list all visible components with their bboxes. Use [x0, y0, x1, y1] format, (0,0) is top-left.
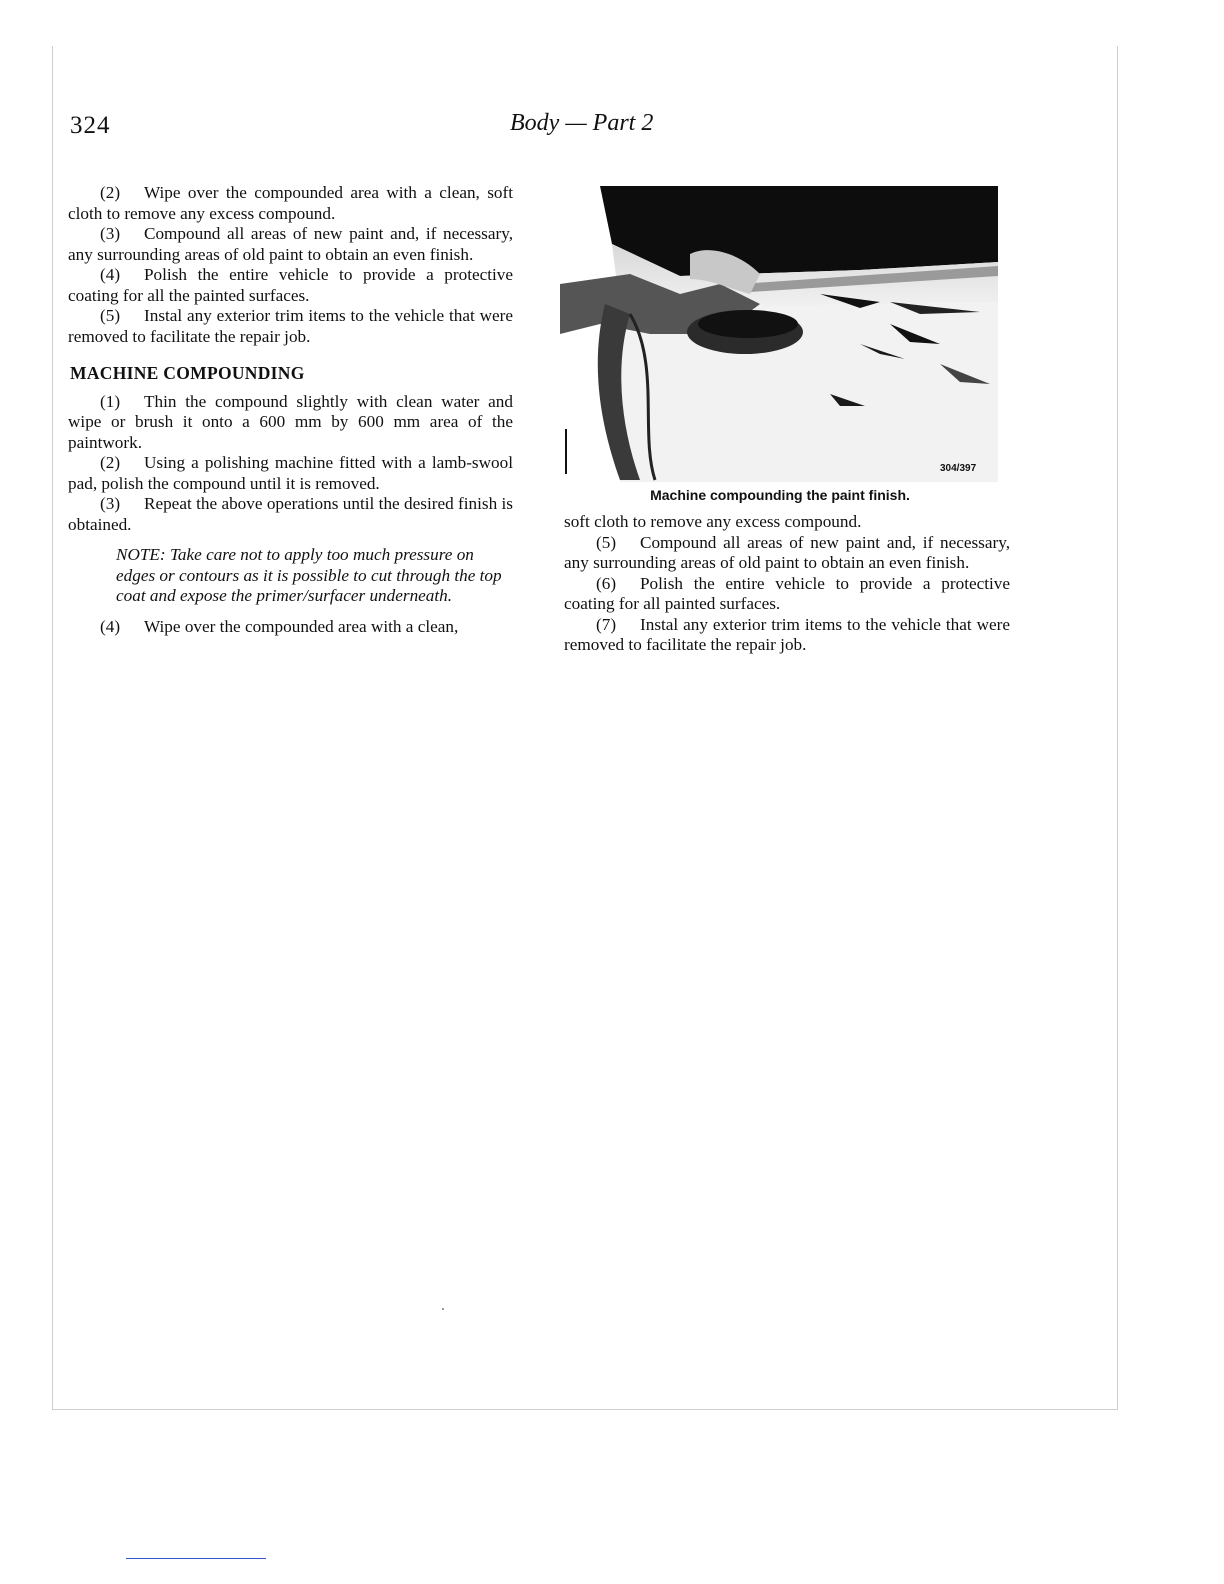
item-text: Using a polishing machine fitted with a lamb-swool pad, polish the compound until it is removed. [68, 453, 513, 493]
figure-id: 304/397 [940, 463, 977, 474]
item-text: Polish the entire vehicle to provide a protective coating for all the painted surfaces. [68, 265, 513, 305]
paragraph [68, 392, 513, 454]
paragraph [68, 183, 513, 224]
item-number: (3) [100, 494, 121, 513]
item-text: Wipe over the compounded area with a clean, soft cloth to remove any excess compound. [68, 183, 513, 223]
item-number: (6) [596, 573, 617, 593]
item-text: Wipe over the compounded area with a clean, [144, 616, 459, 636]
paragraph-continuation: soft cloth to remove any excess compound. [564, 512, 862, 531]
note: NOTE: Take care not to apply too much pressure on edges or contours as it is possible to cut through the top coat and expose the primer/surfacer underneath. [116, 545, 502, 605]
section-heading: MACHINE COMPOUNDING [70, 363, 305, 383]
paragraph [68, 494, 513, 535]
item-text: Compound all areas of new paint and, if necessary, any surrounding areas of old paint to obtain an even finish. [564, 532, 1010, 572]
paragraph [68, 265, 513, 306]
item-number: (4) [100, 616, 121, 636]
item-text: Repeat the above operations until the desired finish is obtained. [68, 494, 513, 534]
scan-speck [442, 1308, 444, 1310]
right-column [564, 512, 1010, 656]
item-text: Compound all areas of new paint and, if necessary, any surrounding areas of old paint to obtain an even finish. [68, 224, 513, 264]
paragraph [564, 615, 1010, 656]
item-number: (7) [596, 614, 617, 634]
item-text: Polish the entire vehicle to provide a protective coating for all painted surfaces. [564, 573, 1010, 613]
item-number: (1) [100, 391, 121, 411]
item-number: (4) [100, 265, 121, 284]
paragraph [564, 533, 1010, 574]
item-number: (5) [100, 306, 121, 325]
running-head: Body — Part 2 [510, 110, 654, 136]
page-number: 324 [70, 112, 111, 139]
polishing-machine-illustration [560, 184, 1000, 482]
item-text: Instal any exterior trim items to the vehicle that were removed to facilitate the repair job. [68, 306, 513, 346]
figure-photo [560, 184, 1000, 482]
paragraph [68, 224, 513, 265]
item-text: Instal any exterior trim items to the vehicle that were removed to facilitate the repair job. [564, 614, 1010, 654]
item-number: (3) [100, 224, 121, 243]
item-number: (2) [100, 183, 121, 202]
paragraph [68, 306, 513, 347]
figure-caption: Machine compounding the paint finish. [650, 487, 910, 503]
paragraph [564, 574, 1010, 615]
paragraph [68, 453, 513, 494]
item-text: Thin the compound slightly with clean water and wipe or brush it onto a 600 mm by 600 mm area of the paintwork. [68, 391, 513, 452]
item-number: (2) [100, 453, 121, 472]
footnote-rule [126, 1558, 266, 1559]
item-number: (5) [596, 532, 617, 552]
paragraph [68, 617, 513, 638]
left-column [68, 183, 513, 637]
